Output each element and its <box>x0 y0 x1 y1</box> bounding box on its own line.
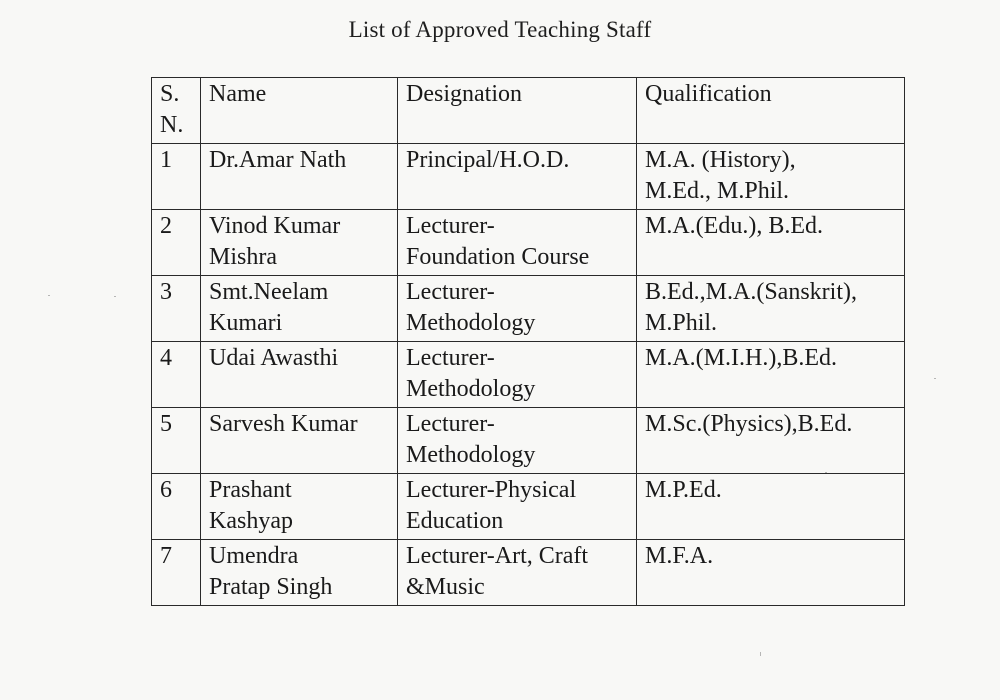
cell-name: Sarvesh Kumar <box>201 408 398 474</box>
table-row <box>152 474 905 540</box>
cell-designation: Lecturer-Art, Craft &Music <box>398 540 637 606</box>
header-name: Name <box>201 78 398 144</box>
table-row <box>152 210 905 276</box>
scan-speck <box>48 295 50 296</box>
cell-sn: 1 <box>152 144 201 210</box>
cell-designation: Principal/H.O.D. <box>398 144 637 210</box>
cell-qualification: M.A. (History), M.Ed., M.Phil. <box>637 144 905 210</box>
cell-designation: Lecturer- Methodology <box>398 276 637 342</box>
cell-qualification: M.A.(M.I.H.),B.Ed. <box>637 342 905 408</box>
table-header-row <box>152 78 905 144</box>
scan-speck <box>934 378 936 379</box>
header-sn: S. N. <box>152 78 201 144</box>
scan-speck <box>114 296 116 297</box>
table-row <box>152 342 905 408</box>
cell-name: Vinod Kumar Mishra <box>201 210 398 276</box>
scan-speck <box>825 472 827 473</box>
document-title: List of Approved Teaching Staff <box>348 17 652 42</box>
cell-name: Umendra Pratap Singh <box>201 540 398 606</box>
cell-qualification: M.A.(Edu.), B.Ed. <box>637 210 905 276</box>
cell-designation: Lecturer- Methodology <box>398 408 637 474</box>
cell-name: Udai Awasthi <box>201 342 398 408</box>
cell-sn: 5 <box>152 408 201 474</box>
table-row <box>152 540 905 606</box>
cell-qualification: M.Sc.(Physics),B.Ed. <box>637 408 905 474</box>
cell-sn: 7 <box>152 540 201 606</box>
cell-name: Smt.Neelam Kumari <box>201 276 398 342</box>
cell-name: Prashant Kashyap <box>201 474 398 540</box>
cell-sn: 2 <box>152 210 201 276</box>
header-designation: Designation <box>398 78 637 144</box>
cell-qualification: M.P.Ed. <box>637 474 905 540</box>
table-row <box>152 276 905 342</box>
cell-sn: 3 <box>152 276 201 342</box>
cell-sn: 4 <box>152 342 201 408</box>
cell-sn: 6 <box>152 474 201 540</box>
header-qualification: Qualification <box>637 78 905 144</box>
cell-designation: Lecturer- Methodology <box>398 342 637 408</box>
cell-designation: Lecturer-Physical Education <box>398 474 637 540</box>
cell-qualification: B.Ed.,M.A.(Sanskrit), M.Phil. <box>637 276 905 342</box>
cell-designation: Lecturer- Foundation Course <box>398 210 637 276</box>
scan-speck <box>760 652 761 656</box>
staff-table <box>151 77 905 606</box>
table-row <box>152 144 905 210</box>
table-row <box>152 408 905 474</box>
cell-qualification: M.F.A. <box>637 540 905 606</box>
cell-name: Dr.Amar Nath <box>201 144 398 210</box>
